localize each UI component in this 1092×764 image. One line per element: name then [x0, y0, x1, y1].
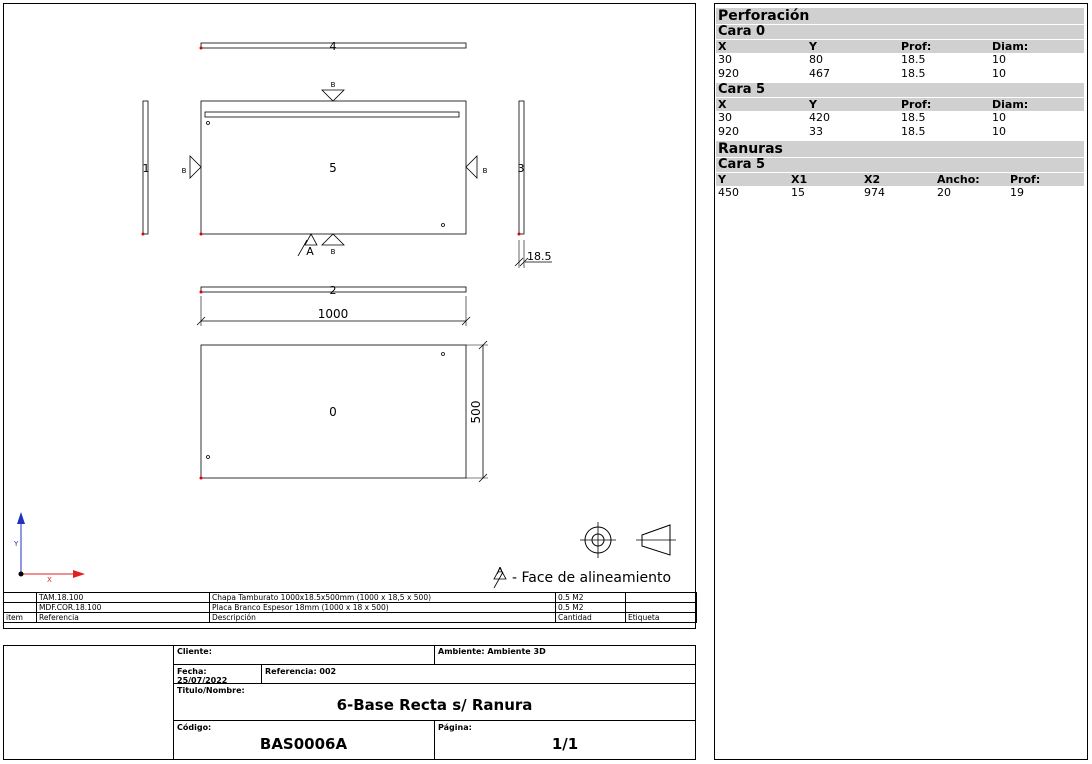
- table-row: [716, 67, 1084, 81]
- section-marker-bottom: [322, 234, 344, 245]
- section-mark-label: B: [330, 248, 336, 256]
- cell: 10: [992, 111, 1006, 124]
- cell: 80: [809, 53, 823, 66]
- items-table: [3, 592, 697, 623]
- ranuras-title: Ranuras: [716, 141, 1084, 157]
- axis-y-label: Y: [14, 540, 19, 548]
- perforacion-cara-5-label: Cara 5: [716, 83, 1084, 97]
- header-descripcion: Descripción: [210, 613, 556, 623]
- cell: 920: [718, 125, 739, 138]
- table-row: [716, 125, 1084, 139]
- technical-drawing: [0, 0, 696, 592]
- face-label-center: 5: [329, 161, 337, 175]
- cell-descripcion: Chapa Tamburato 1000x18.5x500mm (1000 x 18,5 x 500): [210, 593, 556, 603]
- cell: 18.5: [901, 125, 926, 138]
- cell: 18.5: [901, 53, 926, 66]
- title-block: [3, 645, 696, 760]
- table-row: [716, 53, 1084, 67]
- face-label-bottom: 2: [329, 284, 337, 297]
- logo-area: [4, 646, 173, 759]
- cell-descripcion: Placa Branco Espesor 18mm (1000 x 18 x 500): [210, 603, 556, 613]
- cell: 30: [718, 111, 732, 124]
- column-header: X: [718, 98, 727, 111]
- perforacion-cara-5-columns: [716, 98, 1084, 111]
- column-header: Diam:: [992, 40, 1029, 53]
- cell-etiqueta: [626, 603, 697, 613]
- column-header: Prof:: [901, 98, 932, 111]
- drill-hole: [207, 456, 210, 459]
- groove: [205, 112, 459, 117]
- cell: 19: [1010, 186, 1024, 199]
- column-header: Y: [809, 98, 817, 111]
- ranuras-cara-5-columns: [716, 173, 1084, 186]
- header-cantidad: Cantidad: [556, 613, 626, 623]
- face-label-lower: 0: [329, 405, 337, 419]
- header-item: item: [4, 613, 37, 623]
- cell-item: [4, 593, 37, 603]
- table-header-row: [4, 613, 697, 623]
- table-row: [716, 111, 1084, 125]
- column-header: Ancho:: [937, 173, 980, 186]
- column-header: Y: [718, 173, 726, 186]
- header-etiqueta: Etiqueta: [626, 613, 697, 623]
- cell: 10: [992, 53, 1006, 66]
- face-label-left: 1: [142, 162, 150, 175]
- ambiente-label: Ambiente: Ambiente 3D: [434, 645, 696, 664]
- face-label-right: 3: [517, 162, 525, 175]
- axis-x-label: X: [47, 576, 52, 584]
- header-referencia: Referencia: [37, 613, 210, 623]
- cell: 33: [809, 125, 823, 138]
- titulo-value: 6-Base Recta s/ Ranura: [336, 696, 533, 714]
- column-header: X2: [864, 173, 881, 186]
- table-row: [716, 186, 1084, 200]
- cell: 467: [809, 67, 830, 80]
- cell: 30: [718, 53, 732, 66]
- column-header: Diam:: [992, 98, 1029, 111]
- section-marker-left: [190, 156, 201, 178]
- codigo-value: BAS0006A: [259, 735, 348, 753]
- pagina-value: 1/1: [551, 735, 579, 753]
- section-mark-label: B: [330, 81, 336, 89]
- section-marker-top: [322, 90, 344, 101]
- perforacion-cara-0-label: Cara 0: [716, 25, 1084, 39]
- column-header: Prof:: [1010, 173, 1041, 186]
- cell-etiqueta: [626, 593, 697, 603]
- drill-hole: [442, 224, 445, 227]
- face-label-top: 4: [329, 40, 337, 53]
- table-row: [4, 603, 697, 613]
- projection-symbol-icon: [580, 522, 676, 558]
- column-header: X1: [791, 173, 808, 186]
- cell: 974: [864, 186, 885, 199]
- alignment-marker: [305, 234, 317, 245]
- pagina-label: Página:: [438, 723, 472, 732]
- cell: 18.5: [901, 111, 926, 124]
- dimension-height: 500: [469, 400, 483, 424]
- table-row: [4, 593, 697, 603]
- perforacion-cara-0-columns: [716, 40, 1084, 53]
- alignment-legend-mark: A: [496, 566, 504, 577]
- cell-item: [4, 603, 37, 613]
- cell: 10: [992, 67, 1006, 80]
- cell: 20: [937, 186, 951, 199]
- cell: 420: [809, 111, 830, 124]
- dimension-thickness: 18.5: [527, 250, 552, 263]
- cell: 18.5: [901, 67, 926, 80]
- column-header: Y: [809, 40, 817, 53]
- ranuras-cara-5-label: Cara 5: [716, 158, 1084, 172]
- column-header: X: [718, 40, 727, 53]
- cell: 10: [992, 125, 1006, 138]
- cell: 920: [718, 67, 739, 80]
- cell-cantidad: 0.5 M2: [556, 593, 626, 603]
- titulo-label: Titulo/Nombre:: [177, 686, 245, 695]
- cell: 15: [791, 186, 805, 199]
- alignment-legend-text: - Face de alineamiento: [512, 570, 672, 586]
- axis-y-arrow-icon: [17, 512, 25, 524]
- referencia-label: Referencia: 002: [261, 664, 696, 683]
- drill-hole: [207, 122, 210, 125]
- section-mark-label: B: [181, 167, 187, 175]
- cell-referencia: TAM.18.100: [37, 593, 210, 603]
- fecha-label: Fecha: 25/07/2022: [173, 664, 261, 683]
- axis-x-arrow-icon: [73, 570, 85, 578]
- machining-data-panel: [716, 8, 1084, 200]
- dimension-width: 1000: [317, 307, 349, 321]
- cell: 450: [718, 186, 739, 199]
- cliente-label: Cliente:: [173, 645, 434, 664]
- column-header: Prof:: [901, 40, 932, 53]
- cell-referencia: MDF.COR.18.100: [37, 603, 210, 613]
- cell-cantidad: 0.5 M2: [556, 603, 626, 613]
- section-mark-label: B: [482, 167, 488, 175]
- perforacion-title: Perforación: [716, 8, 1084, 24]
- codigo-label: Código:: [177, 723, 212, 732]
- section-marker-right: [466, 156, 477, 178]
- drill-hole: [442, 353, 445, 356]
- alignment-mark-label: A: [306, 245, 314, 258]
